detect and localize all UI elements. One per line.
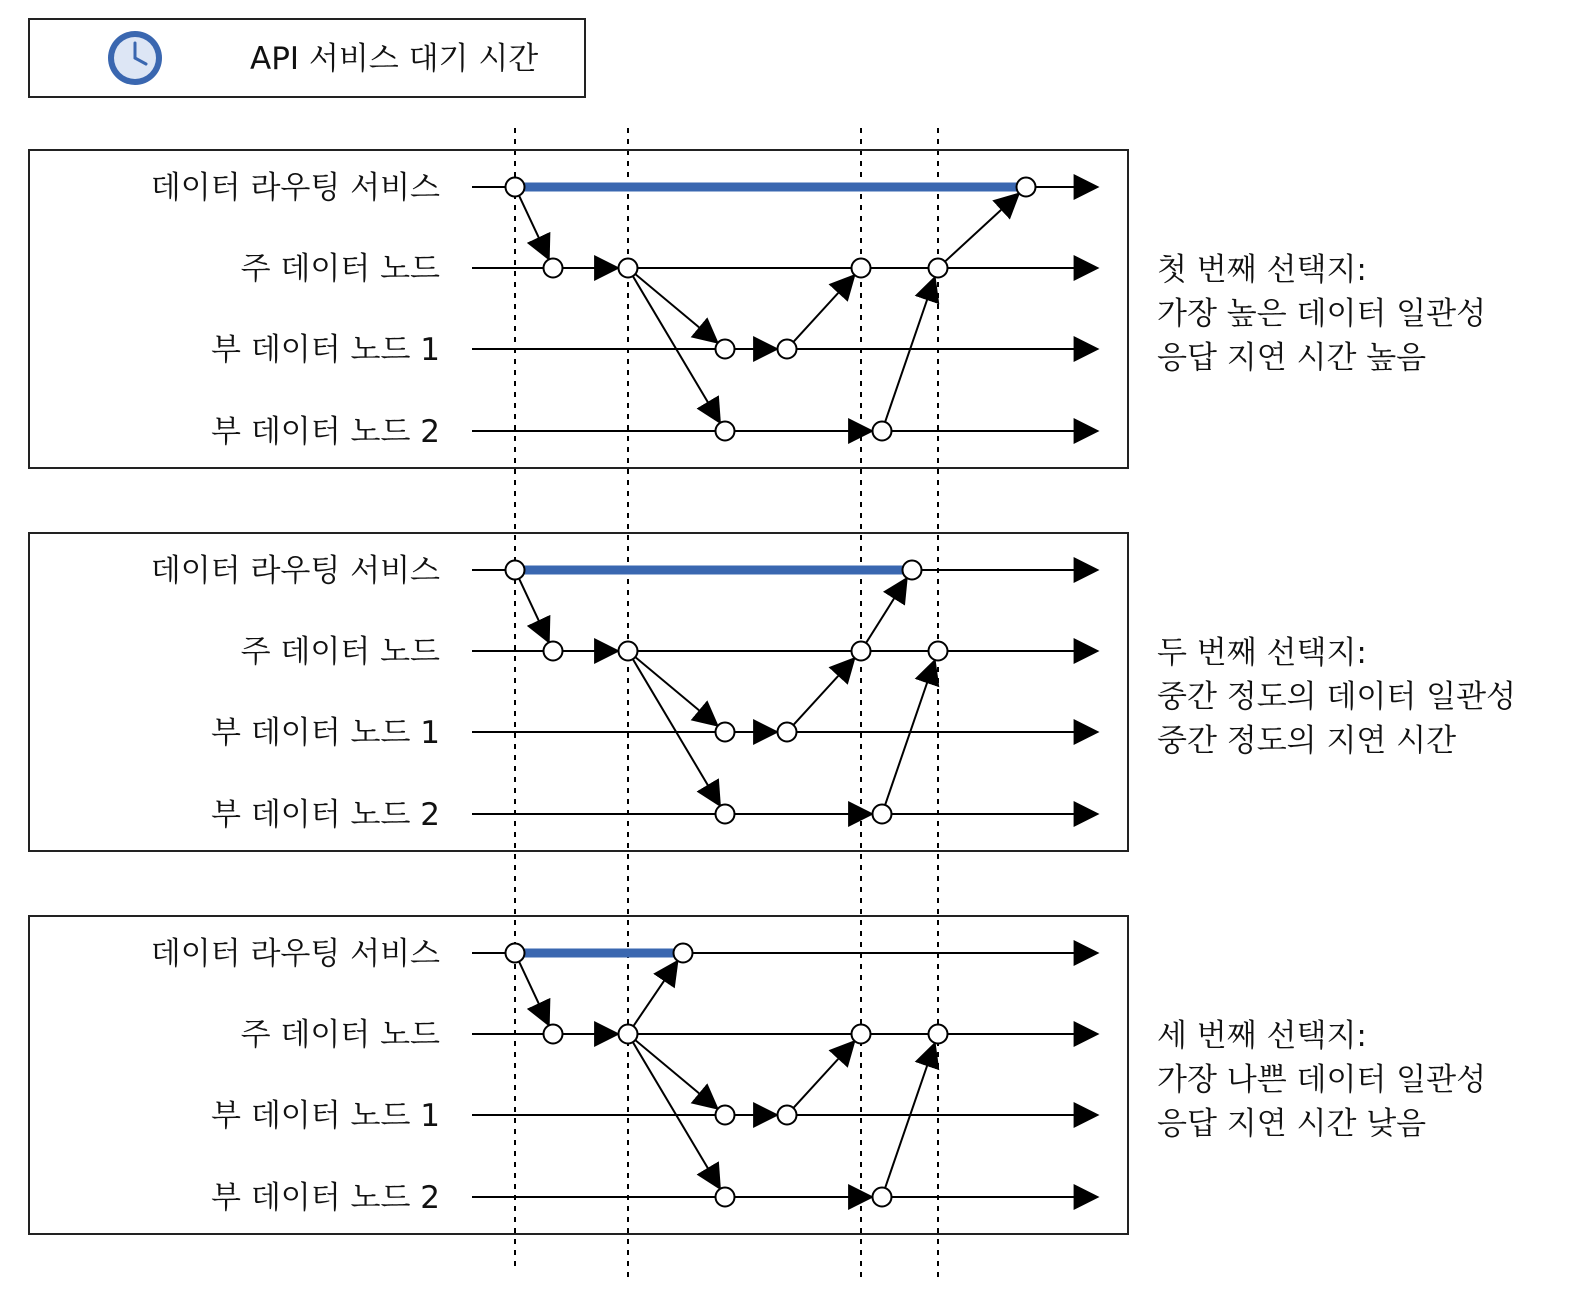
replicate-arrow [635, 657, 717, 725]
event-node [852, 1025, 871, 1044]
row-label-replica-node-2: 부 데이터 노드 2 [211, 1180, 440, 1216]
request-arrow [519, 196, 549, 259]
request-arrow [519, 579, 549, 642]
scenario-panel-first [29, 150, 1486, 468]
event-node [903, 561, 922, 580]
clock-icon [108, 31, 162, 85]
option-title: 두 번째 선택지: [1157, 635, 1367, 671]
option-note: 중간 정도의 데이터 일관성 [1157, 679, 1516, 715]
event-node [506, 178, 525, 197]
replicate-arrow [635, 1040, 717, 1108]
event-node [873, 422, 892, 441]
event-node [716, 1106, 735, 1125]
row-label-primary-node: 주 데이터 노드 [240, 1017, 440, 1053]
row-label-routing-service: 데이터 라우팅 서비스 [150, 936, 440, 972]
event-node [873, 805, 892, 824]
row-label-replica-node-2: 부 데이터 노드 2 [211, 414, 440, 450]
event-node [1017, 178, 1036, 197]
scenario-panel-third [29, 916, 1486, 1234]
option-title: 세 번째 선택지: [1157, 1018, 1367, 1054]
event-node [619, 1025, 638, 1044]
row-label-replica-node-1: 부 데이터 노드 1 [211, 715, 440, 751]
ack-arrow [793, 276, 854, 342]
event-node [506, 561, 525, 580]
row-label-replica-node-1: 부 데이터 노드 1 [211, 1098, 440, 1134]
legend [29, 19, 585, 97]
event-node [873, 1188, 892, 1207]
event-node [778, 340, 797, 359]
event-node [544, 259, 563, 278]
event-node [716, 340, 735, 359]
event-node [619, 642, 638, 661]
option-note: 응답 지연 시간 높음 [1157, 340, 1427, 376]
event-node [674, 944, 693, 963]
option-note: 가장 나쁜 데이터 일관성 [1157, 1062, 1487, 1098]
event-node [716, 422, 735, 441]
event-node [619, 259, 638, 278]
event-node [544, 642, 563, 661]
ack-arrow [793, 659, 854, 725]
event-node [929, 259, 948, 278]
event-node [716, 805, 735, 824]
replicate-arrow [635, 274, 717, 342]
response-arrow [633, 962, 677, 1026]
event-node [852, 259, 871, 278]
scenario-panel-second [29, 533, 1516, 851]
event-node [716, 1188, 735, 1207]
row-label-primary-node: 주 데이터 노드 [240, 634, 440, 670]
option-note: 가장 높은 데이터 일관성 [1157, 296, 1487, 332]
event-node [852, 642, 871, 661]
event-node [778, 1106, 797, 1125]
event-node [778, 723, 797, 742]
option-title: 첫 번째 선택지: [1157, 252, 1367, 288]
ack-arrow [793, 1042, 854, 1108]
response-arrow [945, 194, 1018, 261]
event-node [929, 1025, 948, 1044]
row-label-primary-node: 주 데이터 노드 [240, 251, 440, 287]
request-arrow [519, 962, 549, 1025]
option-note: 응답 지연 시간 낮음 [1157, 1106, 1427, 1142]
response-arrow [866, 579, 906, 643]
event-node [716, 723, 735, 742]
row-label-routing-service: 데이터 라우팅 서비스 [150, 553, 440, 589]
row-label-routing-service: 데이터 라우팅 서비스 [150, 170, 440, 206]
row-label-replica-node-1: 부 데이터 노드 1 [211, 332, 440, 368]
event-node [506, 944, 525, 963]
legend-label: API 서비스 대기 시간 [250, 41, 539, 77]
event-node [544, 1025, 563, 1044]
option-note: 중간 정도의 지연 시간 [1157, 723, 1457, 759]
event-node [929, 642, 948, 661]
row-label-replica-node-2: 부 데이터 노드 2 [211, 797, 440, 833]
